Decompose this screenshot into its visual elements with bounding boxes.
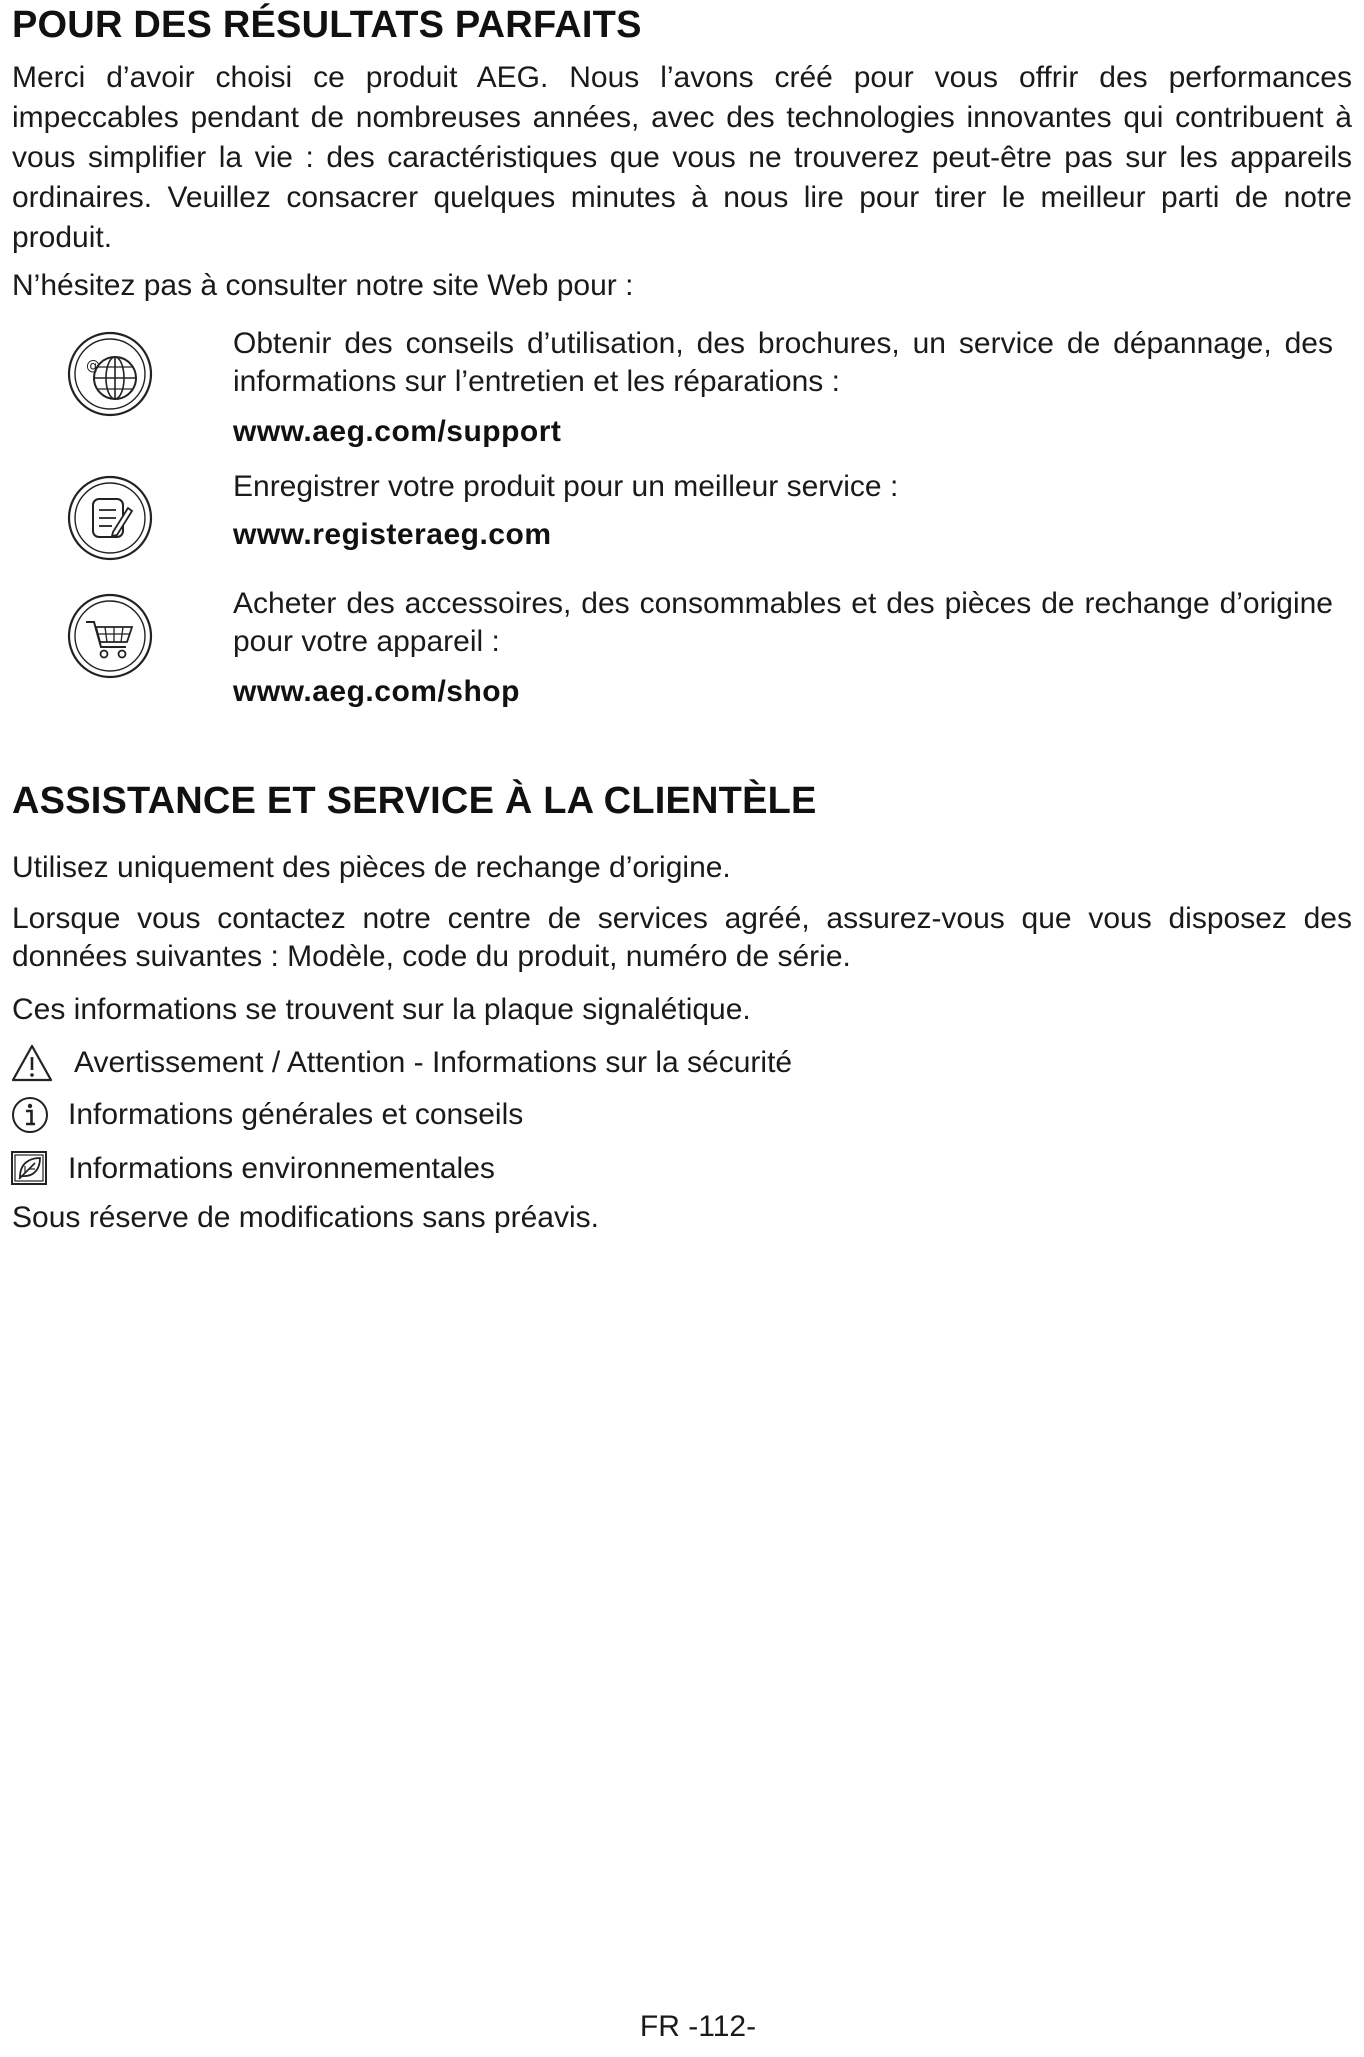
symbol-label-info: Informations générales et conseils <box>68 1098 524 1131</box>
symbol-row-environment <box>10 1148 495 1190</box>
section-title-customer-service: ASSISTANCE ET SERVICE À LA CLIENTÈLE <box>12 780 817 822</box>
info-circle-icon <box>10 1095 50 1135</box>
rating-plate-note: Ces informations se trouvent sur la plaque signalétique. <box>12 993 751 1026</box>
svg-text:@: @ <box>86 358 100 374</box>
website-prompt: N’hésitez pas à consulter notre site Web pour : <box>12 269 634 302</box>
service-item-shop-text: Acheter des accessoires, des consommables et des pièces de rechange d’origine pour votre appareil : <box>233 587 1333 658</box>
environment-leaf-icon <box>10 1149 50 1189</box>
symbol-label-warning: Avertissement / Attention - Informations sur la sécurité <box>74 1046 793 1079</box>
registration-form-icon <box>66 474 154 562</box>
symbol-row-info <box>10 1094 523 1136</box>
shop-link[interactable]: www.aeg.com/shop <box>233 675 520 708</box>
globe-icon <box>66 330 154 418</box>
contact-service-paragraph: Lorsque vous contactez notre centre de services agréé, assurez-vous que vous disposez des données suivantes : Modèle, code du produit, numéro de série. <box>12 902 1352 973</box>
original-parts-note: Utilisez uniquement des pièces de rechange d’origine. <box>12 851 731 884</box>
service-item-support-text: Obtenir des conseils d’utilisation, des brochures, un service de dépannage, des informations sur l’entretien et les réparations : <box>233 327 1333 398</box>
intro-paragraph: Merci d’avoir choisi ce produit AEG. Nous l’avons créé pour vous offrir des performances impeccables pendant de nombreuses années, avec des technologies innovantes qui contribuent à vous simplifier la vie : des caractéristiques que vous ne trouverez peut-être pas sur les appareils ordinaires. Veuillez consacrer quelques minutes à nous lire pour tirer le meilleur parti de notre produit. <box>12 61 1352 254</box>
symbol-row-warning <box>10 1042 792 1084</box>
change-notice: Sous réserve de modifications sans préavis. <box>12 1201 599 1234</box>
page-number: FR -112- <box>639 2010 757 2043</box>
section-title-perfect-results: POUR DES RÉSULTATS PARFAITS <box>12 4 642 46</box>
symbol-label-environment: Informations environnementales <box>68 1152 495 1185</box>
support-link[interactable]: www.aeg.com/support <box>233 415 562 448</box>
warning-triangle-icon <box>10 1043 54 1083</box>
register-link[interactable]: www.registeraeg.com <box>233 518 552 551</box>
service-item-register-text: Enregistrer votre produit pour un meilleur service : <box>233 470 899 503</box>
shopping-cart-icon <box>66 592 154 680</box>
